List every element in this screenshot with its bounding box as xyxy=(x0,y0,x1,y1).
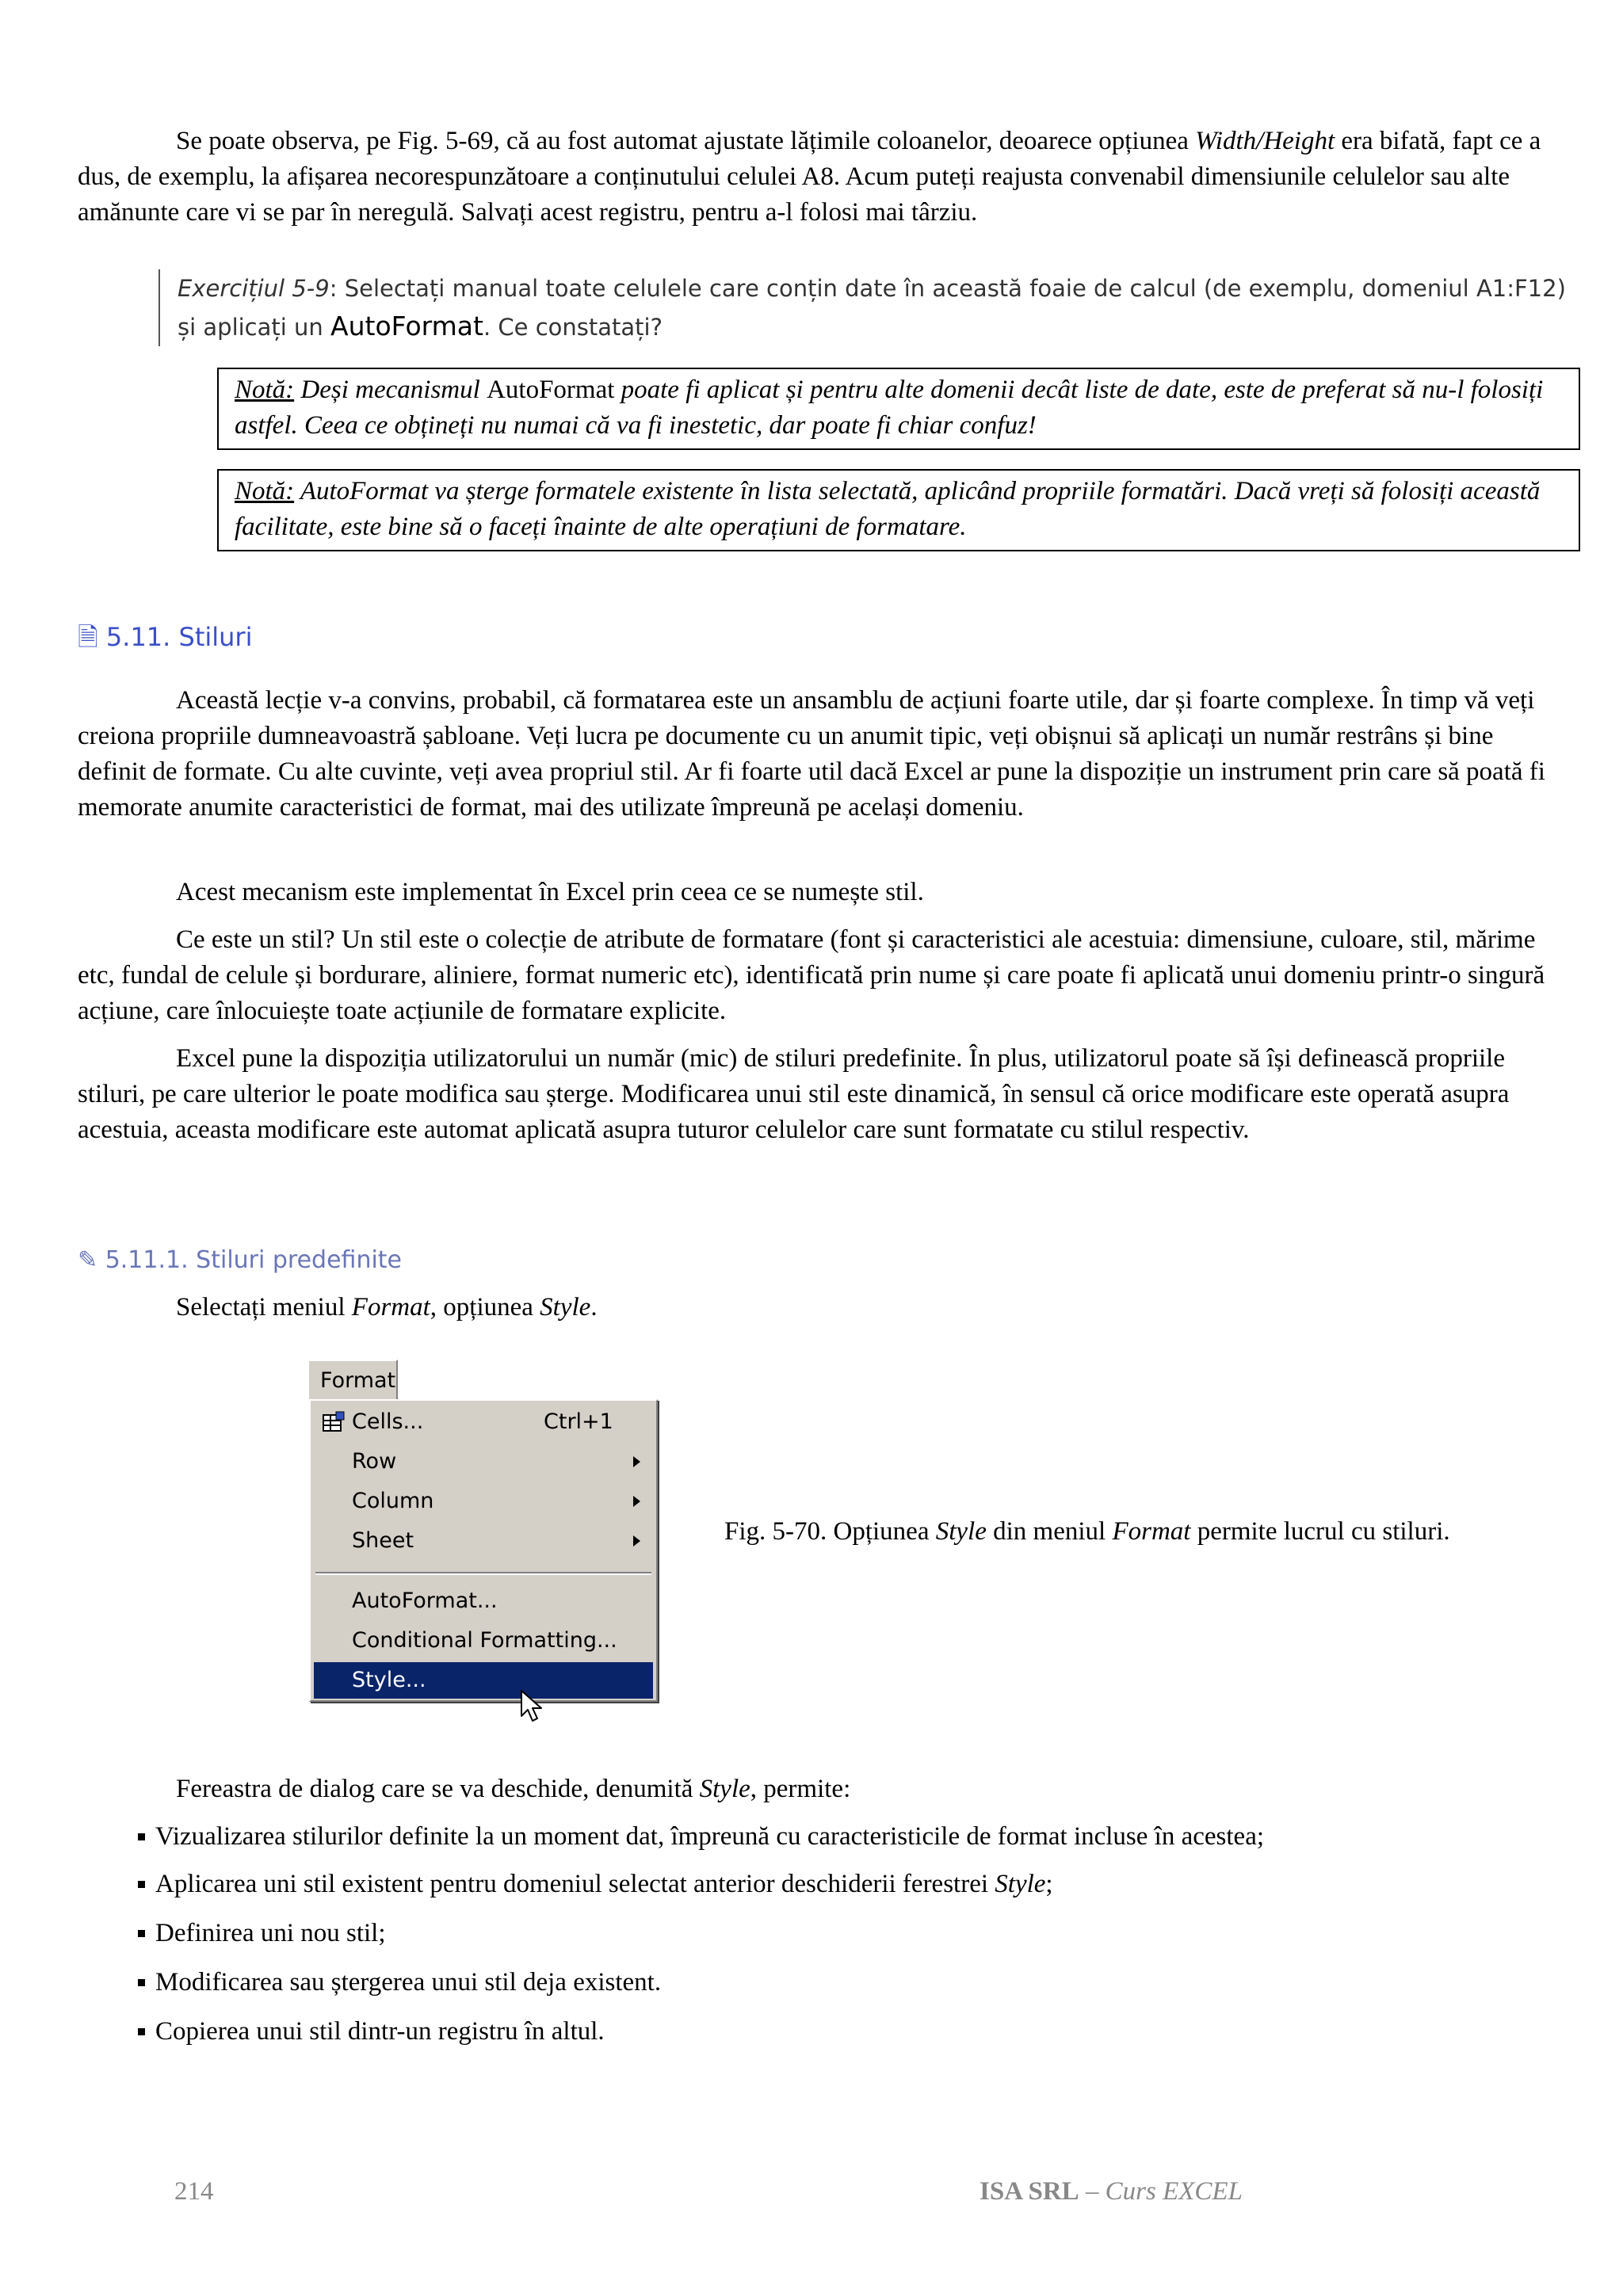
menu-item-cells[interactable]: Cells... Ctrl+1 xyxy=(314,1404,653,1440)
page-number: 214 xyxy=(174,2177,214,2206)
exercise-5-9: Exercițiul 5-9: Selectați manual toate celulele care conțin date în această foaie de calcul (de exemplu, domeniul A1:F12) și aplicați un AutoFormat. Ce constatați? xyxy=(158,269,1580,346)
dialog-intro: Fereastra de dialog care se va deschide, denumită Style, permite: xyxy=(176,1775,851,1803)
format-menu xyxy=(309,1399,658,1702)
document-icon: 🗎 xyxy=(78,622,98,652)
submenu-arrow-icon xyxy=(633,1496,640,1507)
menu-item-row[interactable]: Row xyxy=(314,1444,653,1480)
footer-title: ISA SRL – Curs EXCEL xyxy=(980,2177,1243,2206)
figure-caption: Fig. 5-70. Opțiunea Style din meniul Format permite lucrul cu stiluri. xyxy=(724,1517,1450,1546)
format-menu-title[interactable]: Format xyxy=(307,1360,398,1399)
menu-item-sheet[interactable]: Sheet xyxy=(314,1523,653,1559)
section-heading: 🗎 5.11. Stiluri xyxy=(78,622,253,652)
styles-paragraph-2: Acest mecanism este implementat în Excel prin ceea ce se numește stil. xyxy=(176,878,924,906)
menu-separator xyxy=(315,1572,651,1575)
styles-paragraph-3: Ce este un stil? Un stil este o colecție de atribute de formatare (font și caracteristici ale acestuia: dimensiune, culoare, stil, mărime etc, fundal de celule și bordurare, aliniere, format numeric etc), identificată prin nume și care poate fi aplicată unui domeniu printr-o singură acțiune, care înlocuiește toate acțiunile de formatare explicite. xyxy=(78,925,1545,1025)
intro-paragraph: Se poate observa, pe Fig. 5-69, că au fost automat ajustate lățimile coloanelor, deoarece opțiunea Width/Height era bifată, fapt ce a dus, de exemplu, la afișarea necorespunzătoare a conținutului celulei A8. Acum puteți reajusta convenabil dimensiunile celulelor sau alte amănunte care vi se par în neregulă. Salvați acest registru, pentru a-l folosi mai târziu. xyxy=(78,127,1541,227)
submenu-arrow-icon xyxy=(633,1456,640,1467)
cells-icon xyxy=(322,1410,346,1434)
styles-paragraph-4: Excel pune la dispoziția utilizatorului un număr (mic) de stiluri predefinite. În plus, utilizatorul poate să își definească propriile stiluri, pe care ulterior le poate modifica sau șterge. Modificarea unui stil este dinamică, în sensul că orice modificare este operată asupra acestuia, aceasta modificare este automat aplicată asupra tuturor celulelor care sunt formatate cu stilul respectiv. xyxy=(78,1044,1510,1144)
subsection-heading: ✎ 5.11.1. Stiluri predefinite xyxy=(78,1246,403,1274)
note-box-2: Notă: AutoFormat va șterge formatele existente în lista selectată, aplicând propriile formatări. Dacă vreți să folosiți această facilitate, este bine să o faceți înainte de alte operațiuni de formatare. xyxy=(217,469,1580,551)
menu-item-conditional-formatting[interactable]: Conditional Formatting... xyxy=(352,1628,617,1653)
bullet-item: Definirea uni nou stil; xyxy=(155,1916,1558,1951)
bullet-item: Vizualizarea stilurilor definite la un moment dat, împreună cu caracteristicile de format incluse în acestea; xyxy=(155,1819,1558,1855)
pencil-icon: ✎ xyxy=(78,1246,98,1274)
menu-item-autoformat[interactable]: AutoFormat... xyxy=(352,1589,498,1613)
bullet-item: Aplicarea uni stil existent pentru domeniul selectat anterior deschiderii ferestrei Style; xyxy=(155,1867,1558,1902)
menu-item-column[interactable]: Column xyxy=(314,1483,653,1520)
mouse-cursor-icon xyxy=(520,1689,545,1726)
menu-item-style[interactable]: Style... xyxy=(314,1662,653,1699)
bullet-item: Modificarea sau ștergerea unui stil deja existent. xyxy=(155,1965,1558,2000)
styles-paragraph-1: Această lecție v-a convins, probabil, că formatarea este un ansamblu de acțiuni foarte utile, dar și foarte complexe. În timp vă veți creiona propriile dumneavoastră șabloane. Veți lucra pe documente cu un anumit tipic, veți obișnui să aplicați un număr restrâns și bine definit de formate. Cu alte cuvinte, veți avea propriul stil. Ar fi foarte util dacă Excel ar pune la dispoziție un instrument prin care să poată fi memorate anumite caracteristici de format, mai des utilizate împreună pe același domeniu. xyxy=(78,686,1545,822)
bullet-item: Copierea unui stil dintr-un registru în altul. xyxy=(155,2014,1558,2050)
note-box-1: Notă: Deși mecanismul AutoFormat poate fi aplicat și pentru alte domenii decât liste de date, este de preferat să nu-l folosiți astfel. Ceea ce obțineți nu numai că va fi inestetic, dar poate fi chiar confuz! xyxy=(217,368,1580,450)
submenu-arrow-icon xyxy=(633,1535,640,1547)
select-instruction: Selectați meniul Format, opțiunea Style. xyxy=(176,1293,598,1322)
